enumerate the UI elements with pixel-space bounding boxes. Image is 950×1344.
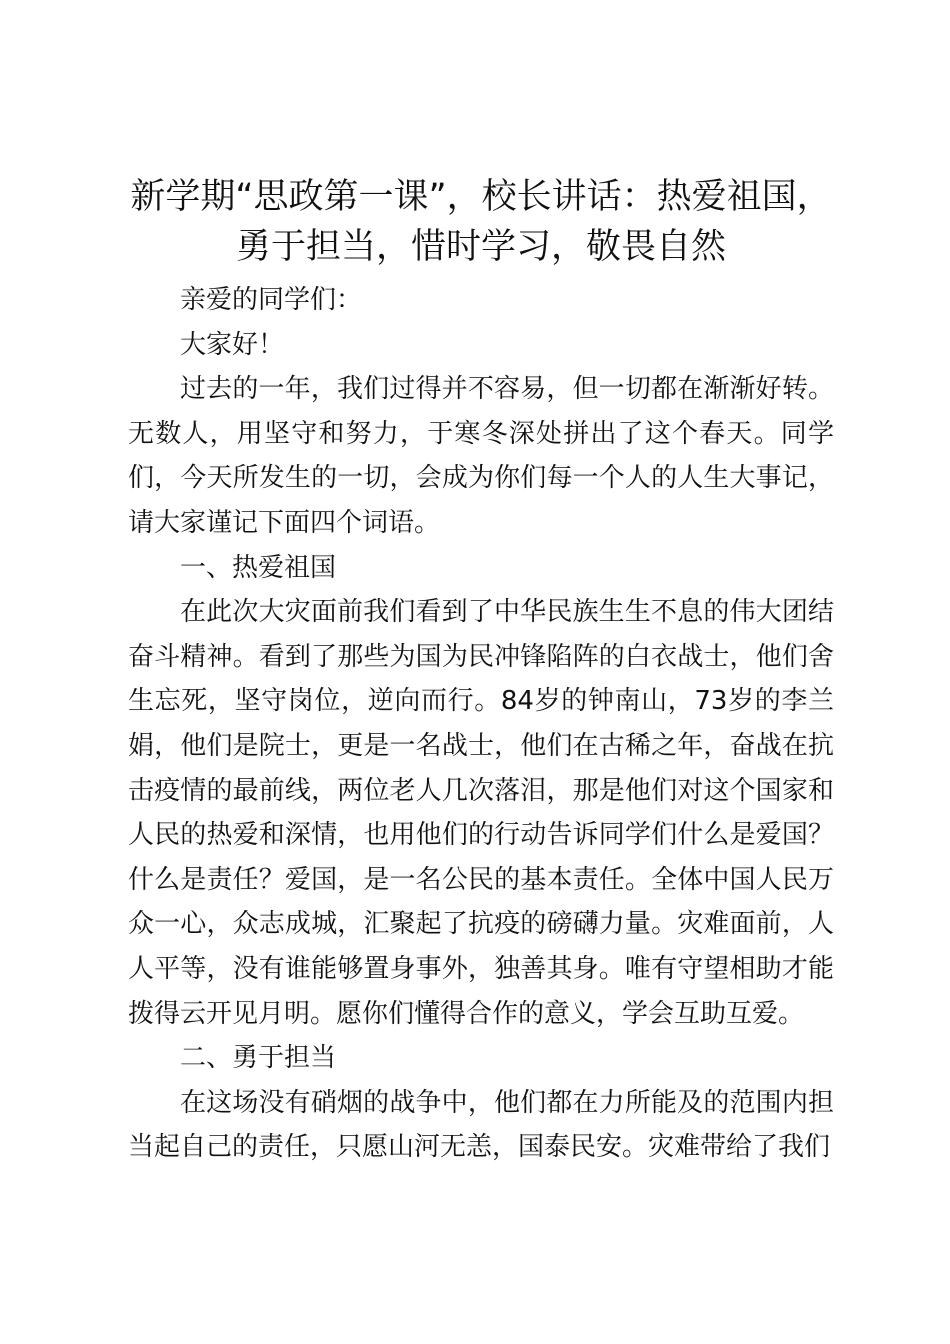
salutation: 亲爱的同学们：: [180, 285, 363, 315]
section-heading-2: 二、勇于担当: [180, 1043, 337, 1074]
document-title: [128, 172, 834, 272]
section-2-paragraph: 在这场没有硝烟的战争中，他们都在力所能及的范围内担当起自己的责任，只愿山河无恙，国泰民安。灾难带给了我们: [128, 1087, 834, 1163]
document-page: [128, 172, 834, 1170]
title-line-2: 勇于担当，惜时学习，敬畏自然: [235, 227, 726, 267]
section-1-paragraph: 在此次大灾面前我们看到了中华民族生生不息的伟大团结奋斗精神。看到了那些为国为民冲锋陷阵的白衣战士，他们舍生忘死，坚守岗位，逆向而行。84岁的钟南山，73岁的李兰娟，他们是院士，更是一名战士，他们在古稀之年，奋战在抗击疫情的最前线，两位老人几次落泪，那是他们对这个国家和人民的热爱和深情，也用他们的行动告诉同学们什么是爱国？什么是责任？爱国，是一名公民的基本责任。全体中国人民万众一心，众志成城，汇聚起了抗疫的磅礴力量。灾难面前，人人平等，没有谁能够置身事外，独善其身。唯有守望相助才能拨得云开见月明。愿你们懂得合作的意义，学会互助互爱。: [128, 597, 834, 1029]
intro-paragraph: 过去的一年，我们过得并不容易，但一切都在渐渐好转。无数人，用坚守和努力，于寒冬深处拼出了这个春天。同学们，今天所发生的一切，会成为你们每一个人的人生大事记，请大家谨记下面四个词语。: [128, 374, 834, 538]
section-heading-1: 一、热爱祖国: [180, 552, 337, 583]
title-line-1: 新学期“思政第一课”，校长讲话：热爱祖国，: [130, 177, 832, 217]
greeting: 大家好！: [180, 329, 285, 360]
